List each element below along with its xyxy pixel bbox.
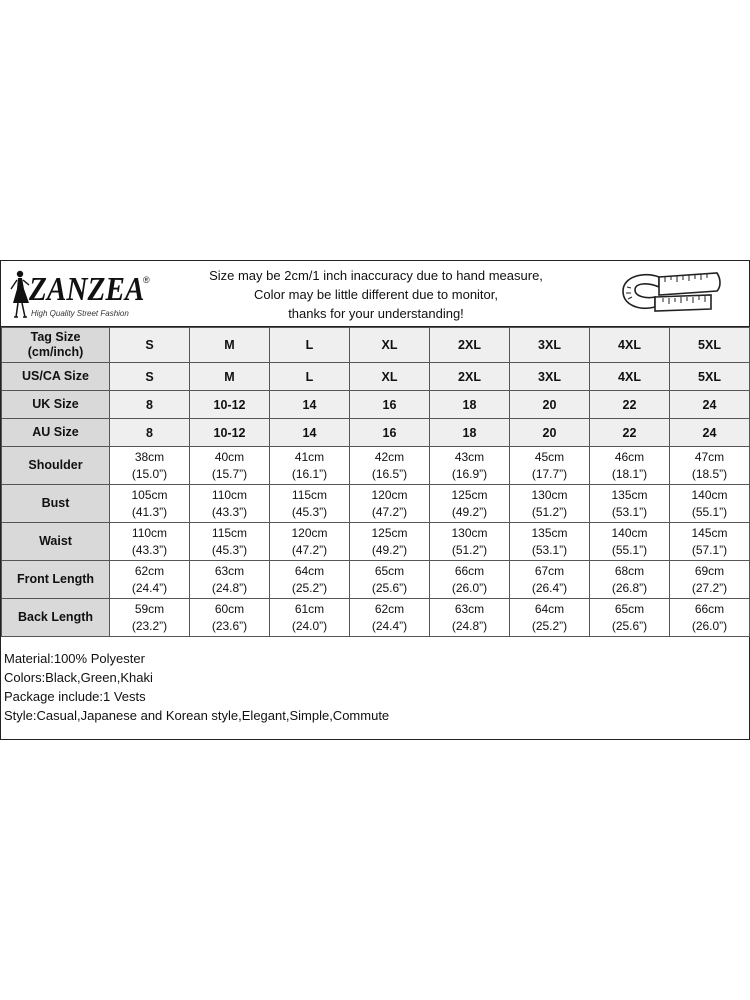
- measurement-cell: [590, 523, 670, 561]
- measurement-cell: [590, 485, 670, 523]
- cm-value: 110cm: [131, 525, 168, 540]
- cm-value: 67cm: [534, 563, 565, 578]
- cm-value: 63cm: [214, 563, 245, 578]
- size-cell: 16: [350, 391, 430, 419]
- measurement-cell: [670, 561, 750, 599]
- row-label: Back Length: [2, 599, 110, 637]
- inch-value: (26.4”): [531, 580, 568, 595]
- inch-value: (45.3”): [291, 504, 328, 519]
- cm-value: 65cm: [614, 601, 645, 616]
- material-line: Material:100% Polyester: [4, 651, 145, 666]
- style-line: Style:Casual,Japanese and Korean style,Elegant,Simple,Commute: [4, 708, 390, 723]
- registered-mark: ®: [143, 275, 150, 285]
- chart-header: [1, 261, 749, 327]
- inch-value: (26.0”): [691, 618, 728, 633]
- size-cell: 10-12: [190, 419, 270, 447]
- measurement-cell: [590, 599, 670, 637]
- measurement-cell: [190, 447, 270, 485]
- cm-value: 125cm: [451, 487, 488, 502]
- inch-value: (16.5”): [371, 466, 408, 481]
- inch-value: (24.4”): [131, 580, 168, 595]
- size-cell: 20: [510, 391, 590, 419]
- brand-name: ZANZEA: [29, 271, 145, 308]
- cm-value: 105cm: [131, 487, 168, 502]
- inch-value: (25.2”): [531, 618, 568, 633]
- measurement-cell: [350, 561, 430, 599]
- measurement-cell: [430, 447, 510, 485]
- measurement-cell: [270, 599, 350, 637]
- measurement-cell: [670, 447, 750, 485]
- inch-value: (23.6”): [211, 618, 248, 633]
- size-cell: 8: [110, 419, 190, 447]
- notice-line: Size may be 2cm/1 inch inaccuracy due to hand measure,: [209, 268, 543, 283]
- size-cell: 2XL: [430, 328, 510, 363]
- cm-value: 64cm: [294, 563, 325, 578]
- cm-value: 145cm: [691, 525, 728, 540]
- inch-value: (43.3”): [211, 504, 248, 519]
- brand-tagline: High Quality Street Fashion: [31, 309, 129, 318]
- row-label: UK Size: [2, 391, 110, 419]
- measurement-cell: [670, 599, 750, 637]
- inch-value: (49.2”): [451, 504, 488, 519]
- measurement-cell: [270, 447, 350, 485]
- cm-value: 65cm: [374, 563, 405, 578]
- inch-value: (24.8”): [451, 618, 488, 633]
- measurement-cell: [190, 599, 270, 637]
- inch-value: (55.1”): [611, 542, 648, 557]
- size-cell: S: [110, 328, 190, 363]
- row-label: AU Size: [2, 419, 110, 447]
- measurement-cell: [110, 485, 190, 523]
- cm-value: 60cm: [214, 601, 245, 616]
- size-row: [2, 391, 750, 419]
- row-label: Front Length: [2, 561, 110, 599]
- measurement-cell: [110, 599, 190, 637]
- measurement-cell: [110, 561, 190, 599]
- size-cell: 18: [430, 391, 510, 419]
- size-cell: 14: [270, 419, 350, 447]
- cm-value: 46cm: [614, 449, 645, 464]
- measurement-cell: [430, 523, 510, 561]
- inch-value: (49.2”): [371, 542, 408, 557]
- inch-value: (24.8”): [211, 580, 248, 595]
- cm-value: 130cm: [531, 487, 568, 502]
- size-table: [1, 327, 750, 637]
- product-details: [4, 649, 389, 725]
- cm-value: 135cm: [611, 487, 648, 502]
- inch-value: (16.1”): [291, 466, 328, 481]
- size-cell: 20: [510, 419, 590, 447]
- notice-line: Color may be little different due to monitor,: [254, 287, 498, 302]
- measurement-cell: [350, 485, 430, 523]
- measurement-cell: [190, 523, 270, 561]
- measurement-cell: [270, 523, 350, 561]
- cm-value: 140cm: [691, 487, 728, 502]
- measurement-cell: [350, 523, 430, 561]
- measurement-cell: [430, 561, 510, 599]
- measurement-cell: [350, 447, 430, 485]
- cm-value: 66cm: [694, 601, 725, 616]
- size-cell: XL: [350, 328, 430, 363]
- measurement-cell: [190, 561, 270, 599]
- cm-value: 69cm: [694, 563, 725, 578]
- inch-value: (24.4”): [371, 618, 408, 633]
- size-row: [2, 419, 750, 447]
- size-cell: L: [270, 328, 350, 363]
- row-label: Bust: [2, 485, 110, 523]
- package-line: Package include:1 Vests: [4, 689, 146, 704]
- cm-value: 47cm: [694, 449, 725, 464]
- size-chart: [0, 260, 750, 740]
- cm-value: 68cm: [614, 563, 645, 578]
- size-cell: M: [190, 328, 270, 363]
- measurement-cell: [350, 599, 430, 637]
- measurement-cell: [590, 561, 670, 599]
- inch-value: (16.9”): [451, 466, 488, 481]
- measurement-row: [2, 561, 750, 599]
- inch-value: (55.1”): [691, 504, 728, 519]
- brand-logo: [5, 267, 165, 323]
- size-cell: S: [110, 363, 190, 391]
- measurement-cell: [590, 447, 670, 485]
- row-label: US/CA Size: [2, 363, 110, 391]
- cm-value: 64cm: [534, 601, 565, 616]
- measurement-row: [2, 447, 750, 485]
- measurement-cell: [510, 523, 590, 561]
- size-cell: 24: [670, 391, 750, 419]
- inch-value: (25.6”): [611, 618, 648, 633]
- size-cell: 2XL: [430, 363, 510, 391]
- size-cell: 4XL: [590, 328, 670, 363]
- cm-value: 130cm: [451, 525, 488, 540]
- inch-value: (25.6”): [371, 580, 408, 595]
- size-cell: 5XL: [670, 363, 750, 391]
- measuring-tape-icon: [613, 265, 725, 323]
- cm-value: 135cm: [531, 525, 568, 540]
- cm-value: 115cm: [211, 525, 248, 540]
- cm-value: 45cm: [534, 449, 565, 464]
- size-cell: XL: [350, 363, 430, 391]
- inch-value: (47.2”): [371, 504, 408, 519]
- measurement-row: [2, 599, 750, 637]
- cm-value: 42cm: [374, 449, 405, 464]
- cm-value: 115cm: [291, 487, 328, 502]
- size-cell: 3XL: [510, 363, 590, 391]
- inch-value: (51.2”): [451, 542, 488, 557]
- size-row: [2, 328, 750, 363]
- colors-line: Colors:Black,Green,Khaki: [4, 670, 153, 685]
- inch-value: (53.1”): [611, 504, 648, 519]
- measurement-cell: [270, 485, 350, 523]
- measurement-cell: [110, 447, 190, 485]
- cm-value: 61cm: [294, 601, 325, 616]
- size-cell: 10-12: [190, 391, 270, 419]
- size-cell: 3XL: [510, 328, 590, 363]
- measurement-cell: [110, 523, 190, 561]
- cm-value: 120cm: [291, 525, 328, 540]
- cm-value: 38cm: [134, 449, 165, 464]
- cm-value: 63cm: [454, 601, 485, 616]
- row-label: Tag Size (cm/inch): [2, 328, 110, 363]
- cm-value: 41cm: [294, 449, 325, 464]
- size-cell: 8: [110, 391, 190, 419]
- cm-value: 120cm: [371, 487, 408, 502]
- inch-value: (27.2”): [691, 580, 728, 595]
- measurement-cell: [670, 523, 750, 561]
- cm-value: 66cm: [454, 563, 485, 578]
- inch-value: (23.2”): [131, 618, 168, 633]
- measurement-cell: [510, 599, 590, 637]
- inch-value: (18.5”): [691, 466, 728, 481]
- measurement-cell: [510, 485, 590, 523]
- inch-value: (26.0”): [451, 580, 488, 595]
- row-label: Waist: [2, 523, 110, 561]
- cm-value: 140cm: [611, 525, 648, 540]
- measurement-notice: [171, 266, 581, 323]
- inch-value: (43.3”): [131, 542, 168, 557]
- measurement-row: [2, 485, 750, 523]
- measurement-cell: [190, 485, 270, 523]
- size-cell: 22: [590, 391, 670, 419]
- measurement-cell: [510, 447, 590, 485]
- inch-value: (53.1”): [531, 542, 568, 557]
- inch-value: (18.1”): [611, 466, 648, 481]
- inch-value: (26.8”): [611, 580, 648, 595]
- notice-line: thanks for your understanding!: [288, 306, 464, 321]
- size-cell: 22: [590, 419, 670, 447]
- inch-value: (51.2”): [531, 504, 568, 519]
- measurement-cell: [430, 599, 510, 637]
- size-cell: L: [270, 363, 350, 391]
- measurement-cell: [270, 561, 350, 599]
- cm-value: 125cm: [371, 525, 408, 540]
- cm-value: 43cm: [454, 449, 485, 464]
- size-cell: M: [190, 363, 270, 391]
- size-cell: 14: [270, 391, 350, 419]
- inch-value: (41.3”): [131, 504, 168, 519]
- cm-value: 110cm: [211, 487, 248, 502]
- cm-value: 62cm: [374, 601, 405, 616]
- cm-value: 40cm: [214, 449, 245, 464]
- row-label: Shoulder: [2, 447, 110, 485]
- inch-value: (17.7”): [531, 466, 568, 481]
- size-cell: 16: [350, 419, 430, 447]
- inch-value: (45.3”): [211, 542, 248, 557]
- size-row: [2, 363, 750, 391]
- size-cell: 4XL: [590, 363, 670, 391]
- size-cell: 24: [670, 419, 750, 447]
- measurement-cell: [430, 485, 510, 523]
- size-cell: 5XL: [670, 328, 750, 363]
- size-cell: 18: [430, 419, 510, 447]
- inch-value: (57.1”): [691, 542, 728, 557]
- inch-value: (15.0”): [131, 466, 168, 481]
- inch-value: (47.2”): [291, 542, 328, 557]
- cm-value: 59cm: [134, 601, 165, 616]
- inch-value: (15.7”): [211, 466, 248, 481]
- measurement-cell: [510, 561, 590, 599]
- measurement-row: [2, 523, 750, 561]
- inch-value: (24.0”): [291, 618, 328, 633]
- measurement-cell: [670, 485, 750, 523]
- inch-value: (25.2”): [291, 580, 328, 595]
- cm-value: 62cm: [134, 563, 165, 578]
